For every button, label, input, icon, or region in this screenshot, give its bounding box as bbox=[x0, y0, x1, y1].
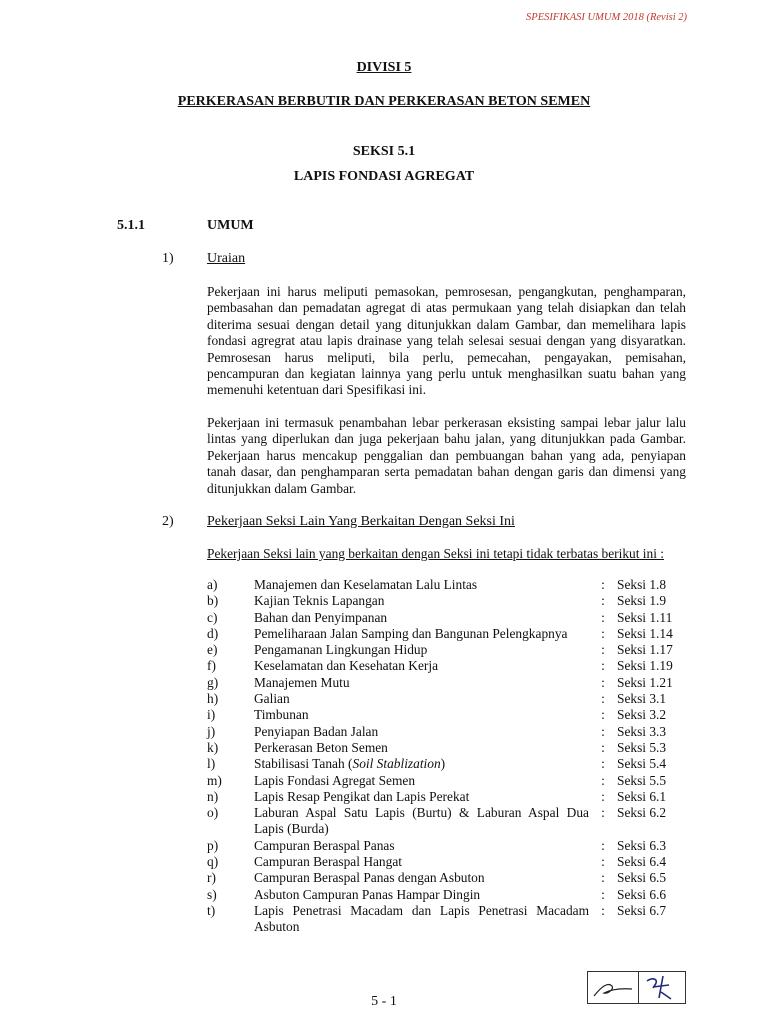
list-item bbox=[207, 854, 686, 870]
reference-list bbox=[207, 577, 686, 936]
list-item-separator: : bbox=[601, 772, 605, 788]
list-item bbox=[207, 593, 686, 609]
list-item-reference: Seksi 1.17 bbox=[617, 642, 673, 658]
list-item-reference: Seksi 5.4 bbox=[617, 756, 667, 772]
list-item-name: Lapis Penetrasi Macadam dan Lapis Penetrasi Macadam Asbuton bbox=[254, 902, 589, 935]
list-item-name-part: Stabilisasi Tanah ( bbox=[254, 756, 353, 772]
list-item bbox=[207, 691, 686, 707]
division-subtitle: PERKERASAN BERBUTIR DAN PERKERASAN BETON SEMEN bbox=[177, 94, 591, 109]
list-item-reference: Seksi 1.14 bbox=[617, 625, 673, 641]
list-item-name: Campuran Beraspal Hangat bbox=[254, 854, 402, 870]
list-item bbox=[207, 789, 686, 805]
list-item-separator: : bbox=[601, 691, 605, 707]
list-item-key: p) bbox=[207, 837, 219, 853]
handwritten-initial-icon bbox=[639, 972, 685, 1003]
list-item-reference: Seksi 6.6 bbox=[617, 886, 667, 902]
list-item-reference: Seksi 6.2 bbox=[617, 805, 667, 821]
list-item-separator: : bbox=[601, 658, 605, 674]
list-item-reference: Seksi 1.8 bbox=[617, 577, 667, 592]
list-item-separator: : bbox=[601, 886, 605, 902]
list-item-name: Campuran Beraspal Panas dengan Asbuton bbox=[254, 870, 485, 886]
list-item-name: Bahan dan Penyimpanan bbox=[254, 609, 388, 625]
list-item-name: Timbunan bbox=[254, 707, 309, 723]
list-item-reference: Seksi 5.3 bbox=[617, 739, 667, 755]
item-title: Uraian bbox=[207, 251, 246, 266]
handwritten-initial-icon bbox=[588, 972, 638, 1003]
list-item-name: Laburan Aspal Satu Lapis (Burtu) & Laburan Aspal Dua Lapis (Burda) bbox=[254, 805, 589, 837]
item-number: 1) bbox=[162, 251, 174, 266]
list-item-key: s) bbox=[207, 886, 217, 902]
list-item-key: h) bbox=[207, 691, 219, 707]
item-title: Pekerjaan Seksi Lain Yang Berkaitan Dengan Seksi Ini bbox=[207, 514, 515, 529]
item-number: 2) bbox=[162, 514, 174, 529]
list-item-separator: : bbox=[601, 805, 605, 821]
list-item-key: q) bbox=[207, 854, 219, 870]
list-item-reference: Seksi 6.1 bbox=[617, 788, 667, 804]
list-item-separator: : bbox=[601, 723, 605, 739]
list-item-key: r) bbox=[207, 870, 216, 886]
list-item-reference: Seksi 1.9 bbox=[617, 593, 667, 609]
list-item-separator: : bbox=[601, 837, 605, 853]
list-item bbox=[207, 658, 686, 674]
running-header: SPESIFIKASI UMUM 2018 (Revisi 2) bbox=[526, 12, 687, 23]
page-number: 5 - 1 bbox=[371, 994, 397, 1009]
subsection-number: 5.1.1 bbox=[117, 218, 145, 233]
list-item-name: Manajemen Mutu bbox=[254, 674, 350, 690]
list-item-name: Campuran Beraspal Panas bbox=[254, 837, 395, 853]
list-item-separator: : bbox=[601, 739, 605, 755]
list-item-name-part: ) bbox=[440, 756, 446, 772]
list-item-key: c) bbox=[207, 609, 218, 625]
list-item bbox=[207, 707, 686, 723]
list-item bbox=[207, 724, 686, 740]
list-item-reference: Seksi 1.21 bbox=[617, 674, 673, 690]
list-item-name: Lapis Fondasi Agregat Semen bbox=[254, 772, 416, 788]
list-item-name: Pemeliharaan Jalan Samping dan Bangunan Pelengkapnya bbox=[254, 625, 568, 641]
list-item-name bbox=[254, 756, 589, 772]
list-item-name: Manajemen dan Keselamatan Lalu Lintas bbox=[254, 577, 478, 592]
list-item bbox=[207, 642, 686, 658]
list-item bbox=[207, 773, 686, 789]
list-item-reference: Seksi 3.3 bbox=[617, 723, 667, 739]
list-item-name: Keselamatan dan Kesehatan Kerja bbox=[254, 658, 439, 674]
initials-cell bbox=[639, 972, 685, 1003]
list-item-key: t) bbox=[207, 902, 216, 918]
paragraph: Pekerjaan ini termasuk penambahan lebar perkerasan eksisting sampai lebar jalur lalu lintas yang diperlukan dan juga pekerjaan bahu jalan, yang ditunjukkan pada Gambar. Pekerjaan harus mencakup penggalian dan pembuangan bahan yang ada, penyiapan tanah dasar, dan penghamparan serta pemadatan bahan dengan garis dan dimensi yang ditunjukkan dalam Gambar. bbox=[207, 415, 686, 496]
list-item-key: n) bbox=[207, 788, 219, 804]
list-item-key: a) bbox=[207, 577, 218, 592]
list-item-separator: : bbox=[601, 854, 605, 870]
list-item-key: m) bbox=[207, 772, 222, 788]
list-item-name: Lapis Resap Pengikat dan Lapis Perekat bbox=[254, 788, 470, 804]
list-item-reference: Seksi 6.5 bbox=[617, 870, 667, 886]
list-item-reference: Seksi 3.2 bbox=[617, 707, 667, 723]
list-item-key: i) bbox=[207, 707, 216, 723]
list-intro: Pekerjaan Seksi lain yang berkaitan dengan Seksi ini tetapi tidak terbatas berikut ini : bbox=[207, 546, 665, 561]
list-item bbox=[207, 903, 686, 936]
list-item bbox=[207, 675, 686, 691]
list-item-name: Kajian Teknis Lapangan bbox=[254, 593, 385, 609]
list-item-separator: : bbox=[601, 788, 605, 804]
list-item-key: k) bbox=[207, 739, 219, 755]
list-item-separator: : bbox=[601, 642, 605, 658]
section-subtitle: LAPIS FONDASI AGREGAT bbox=[293, 169, 475, 184]
list-item-key: l) bbox=[207, 756, 216, 772]
list-item-key: j) bbox=[207, 723, 216, 739]
list-item-separator: : bbox=[601, 593, 605, 609]
list-item-key: o) bbox=[207, 805, 219, 821]
list-item bbox=[207, 610, 686, 626]
list-item-separator: : bbox=[601, 707, 605, 723]
paragraph: Pekerjaan ini harus meliputi pemasokan, pemrosesan, pengangkutan, penghamparan, pembasahan dan pemadatan agregat di atas permukaan yang telah disiapkan dan telah diterima sesuai dengan detail yang ditunjukkan dalam Gambar, dan memelihara lapis fondasi agregrat atau lapis drainase yang telah selesai sesuai dengan yang disyaratkan. Pemrosesan harus meliputi, bila perlu, pemecahan, pengayakan, pemisahan, pencampuran dan kegiatan lainnya yang perlu untuk menghasilkan suatu bahan yang memenuhi ketentuan dari Spesifikasi ini. bbox=[207, 284, 686, 398]
division-title: DIVISI 5 bbox=[356, 60, 412, 75]
list-item bbox=[207, 870, 686, 886]
list-item-name: Pengamanan Lingkungan Hidup bbox=[254, 642, 428, 658]
list-item bbox=[207, 838, 686, 854]
initials-cell bbox=[588, 972, 639, 1003]
list-item-reference: Seksi 1.11 bbox=[617, 609, 673, 625]
list-item-separator: : bbox=[601, 577, 605, 592]
list-item-name-italic: Soil Stablization bbox=[352, 756, 441, 772]
list-item-key: f) bbox=[207, 658, 216, 674]
list-item-key: d) bbox=[207, 625, 219, 641]
list-item-reference: Seksi 6.4 bbox=[617, 854, 667, 870]
list-item-reference: Seksi 1.19 bbox=[617, 658, 673, 674]
list-item bbox=[207, 740, 686, 756]
list-item-separator: : bbox=[601, 625, 605, 641]
list-item-separator: : bbox=[601, 756, 605, 772]
list-item-name: Perkerasan Beton Semen bbox=[254, 739, 388, 755]
list-item bbox=[207, 805, 686, 838]
list-item-separator: : bbox=[601, 674, 605, 690]
list-item-separator: : bbox=[601, 902, 605, 918]
list-item-separator: : bbox=[601, 870, 605, 886]
list-item-reference: Seksi 3.1 bbox=[617, 691, 667, 707]
section-title: SEKSI 5.1 bbox=[352, 144, 416, 159]
list-item-name: Penyiapan Badan Jalan bbox=[254, 723, 379, 739]
subsection-title: UMUM bbox=[207, 218, 254, 233]
list-item-reference: Seksi 6.3 bbox=[617, 837, 667, 853]
list-item-reference: Seksi 5.5 bbox=[617, 772, 667, 788]
list-item-name: Galian bbox=[254, 691, 290, 707]
list-item-separator: : bbox=[601, 609, 605, 625]
list-item-reference: Seksi 6.7 bbox=[617, 902, 667, 918]
initials-box bbox=[587, 971, 686, 1004]
list-item bbox=[207, 626, 686, 642]
list-item-name: Asbuton Campuran Panas Hampar Dingin bbox=[254, 886, 481, 902]
list-item-key: e) bbox=[207, 642, 218, 658]
list-item bbox=[207, 887, 686, 903]
list-item bbox=[207, 756, 686, 772]
list-item-key: g) bbox=[207, 674, 219, 690]
list-item-key: b) bbox=[207, 593, 219, 609]
list-item bbox=[207, 577, 686, 593]
